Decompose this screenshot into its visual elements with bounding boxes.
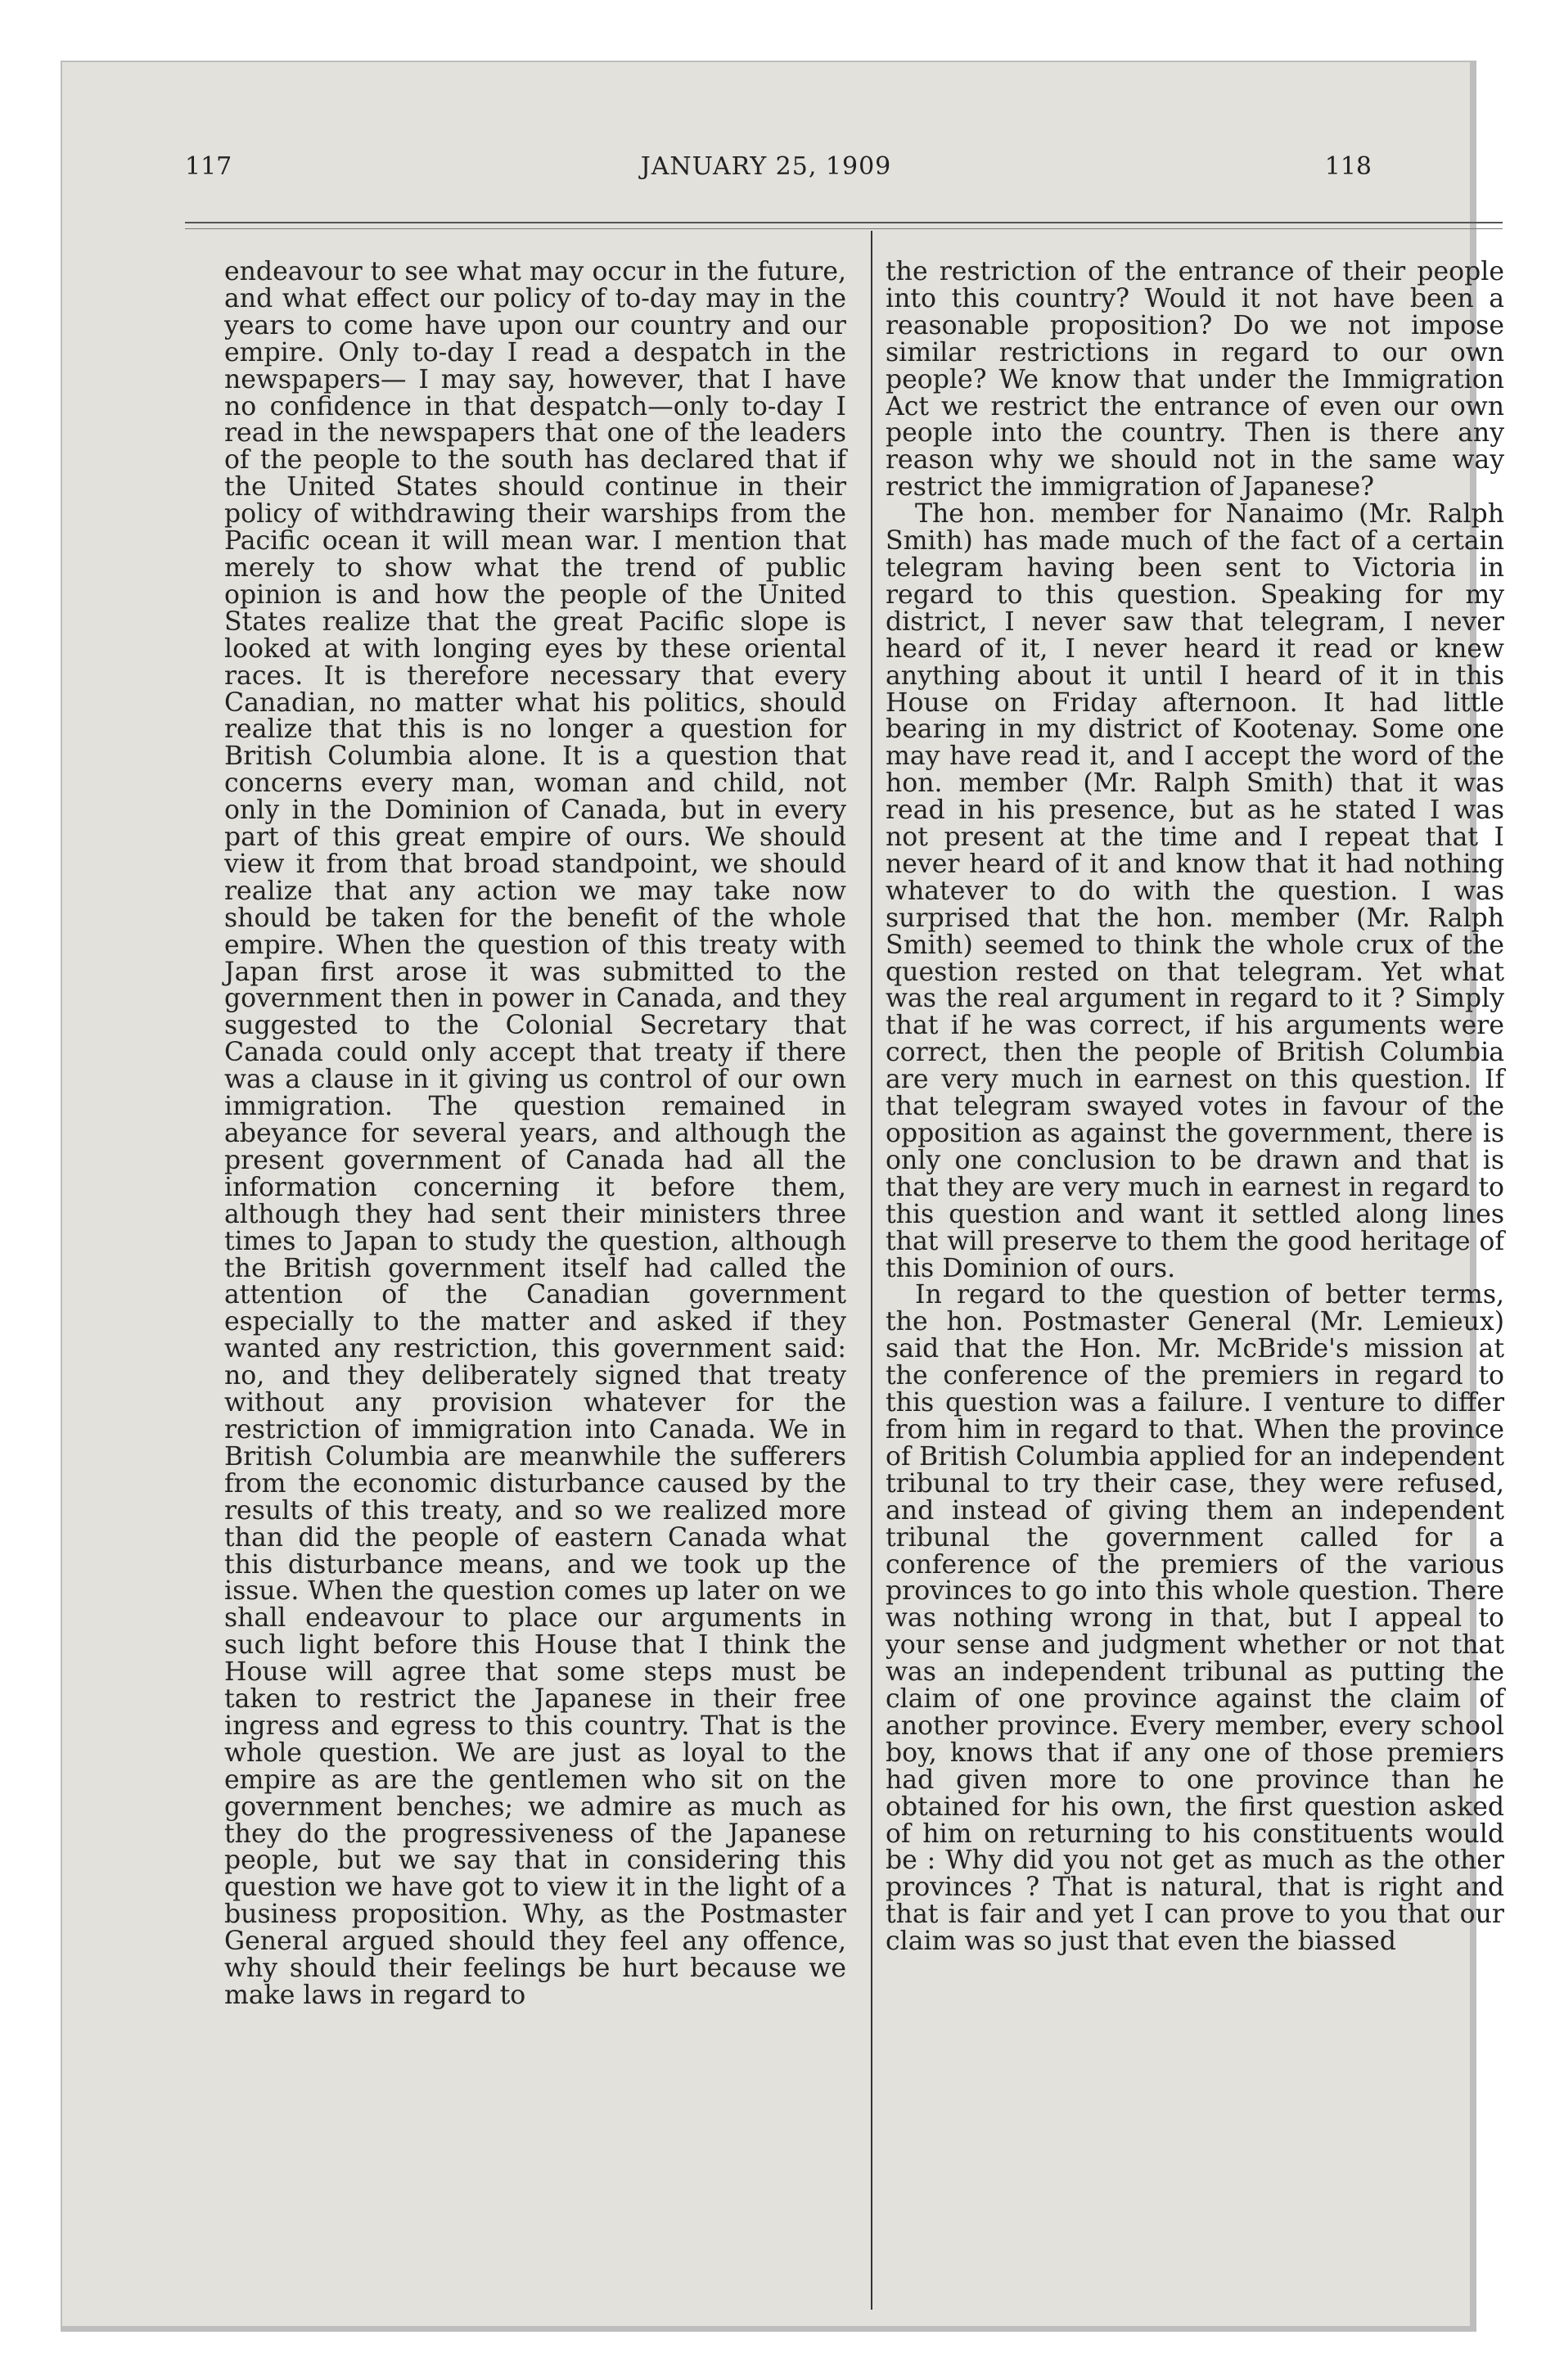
header-rule-thin xyxy=(185,228,1503,229)
page-number-right: 118 xyxy=(1324,152,1372,181)
header-rule xyxy=(185,222,1503,223)
document-page xyxy=(62,62,1504,2326)
left-column xyxy=(224,259,846,2009)
column-divider xyxy=(871,231,872,2310)
scan-border xyxy=(61,61,1504,2332)
left-paragraph-1: endeavour to see what may occur in the future, and what effect our policy of to-day may in the years to come have upon our country and our empire. Only to-day I read a despatch in the newspapers— I may say, however, that I have no confidence in that despatch—only to-day I read in the newspapers that one of the leaders of the people to the south has declared that if the United States should continue in their policy of withdrawing their warships from the Pacific ocean it will mean war. I mention that merely to show what the trend of public opinion is and how the people of the United States realize that the great Pacific slope is looked at with longing eyes by these oriental races. It is therefore necessary that every Canadian, no matter what his politics, should realize that this is no longer a question for British Columbia alone. It is a question that concerns every man, woman and child, not only in the Dominion of Canada, but in every part of this great empire of ours. We should view it from that broad standpoint, we should realize that any action we may take now should be taken for the benefit of the whole empire. When the question of this treaty with Japan first arose it was submitted to the government then in power in Canada, and they suggested to the Colonial Secretary that Canada could only accept that treaty if there was a clause in it giving us control of our own immigration. The question remained in abeyance for several years, and although the present government of Canada had all the information concerning it before them, although they had sent their ministers three times to Japan to study the question, although the British government itself had called the attention of the Canadian government especially to the matter and asked if they wanted any restriction, this government said: no, and they deliberately signed that treaty without any provision whatever for the restriction of immigration into Canada. We in British Columbia are meanwhile the sufferers from the economic disturbance caused by the results of this treaty, and so we realized more than did the people of eastern Canada what this disturbance means, and we took up the issue. When the question comes up later on we shall endeavour to place our arguments in such light before this House that I think the House will agree that some steps must be taken to restrict the Japanese in their free ingress and egress to this country. That is the whole question. We are just as loyal to the empire as are the gentlemen who sit on the government benches; we admire as much as they do the progressiveness of the Japanese people, but we say that in considering this question we have got to view it in the light of a business proposition. Why, as the Postmaster General argued should they feel any offence, why should their feelings be hurt because we make laws in regard to xyxy=(224,257,846,2010)
header-date: JANUARY 25, 1909 xyxy=(640,152,892,181)
right-paragraph-2: The hon. member for Nanaimo (Mr. Ralph Smith) has made much of the fact of a certain telegram having been sent to Victoria in regard to this question. Speaking for my district, I never saw that telegram, I never heard of it, I never heard it read or knew anything about it until I heard of it in this House on Friday afternoon. It had little bearing in my district of Kootenay. Some one may have read it, and I accept the word of the hon. member (Mr. Ralph Smith) that it was read in his presence, but as he stated I was not present at the time and I repeat that I never heard of it and know that it had nothing whatever to do with the question. I was surprised that the hon. member (Mr. Ralph Smith) seemed to think the whole crux of the question rested on that telegram. Yet what was the real argument in regard to it ? Simply that if he was correct, if his arguments were correct, then the people of British Columbia are very much in earnest on this question. If that telegram swayed votes in favour of the opposition as against the government, there is only one conclusion to be drawn and that is that they are very much in earnest in regard to this question and want it settled along lines that will preserve to them the good heritage of this Dominion of ours. xyxy=(886,499,1504,1283)
right-paragraph-3: In regard to the question of better terms, the hon. Postmaster General (Mr. Lemieux) said that the Hon. Mr. McBride's mission at the conference of the premiers in regard to this question was a failure. I venture to differ from him in regard to that. When the province of British Columbia applied for an independent tribunal to try their case, they were refused, and instead of giving them an independent tribunal the government called for a conference of the premiers of the various provinces to go into this whole question. There was nothing wrong in that, but I appeal to your sense and judgment whether or not that was an independent tribunal as putting the claim of one province against the claim of another province. Every member, every school boy, knows that if any one of those premiers had given more to one province than he obtained for his own, the first question asked of him on returning to his constituents would be : Why did you not get as much as the other provinces ? That is natural, that is right and that is fair and yet I can prove to you that our claim was so just that even the biassed xyxy=(886,1280,1504,1957)
right-paragraph-1: the restriction of the entrance of their people into this country? Would it not have been a reasonable proposition? Do we not impose similar restrictions in regard to our own people? We know that under the Immigration Act we restrict the entrance of even our own people into the country. Then is there any reason why we should not in the same way restrict the immigration of Japanese? xyxy=(886,257,1504,503)
right-column xyxy=(886,259,1504,1955)
page-header xyxy=(62,152,1470,201)
page-number-left: 117 xyxy=(185,152,232,181)
